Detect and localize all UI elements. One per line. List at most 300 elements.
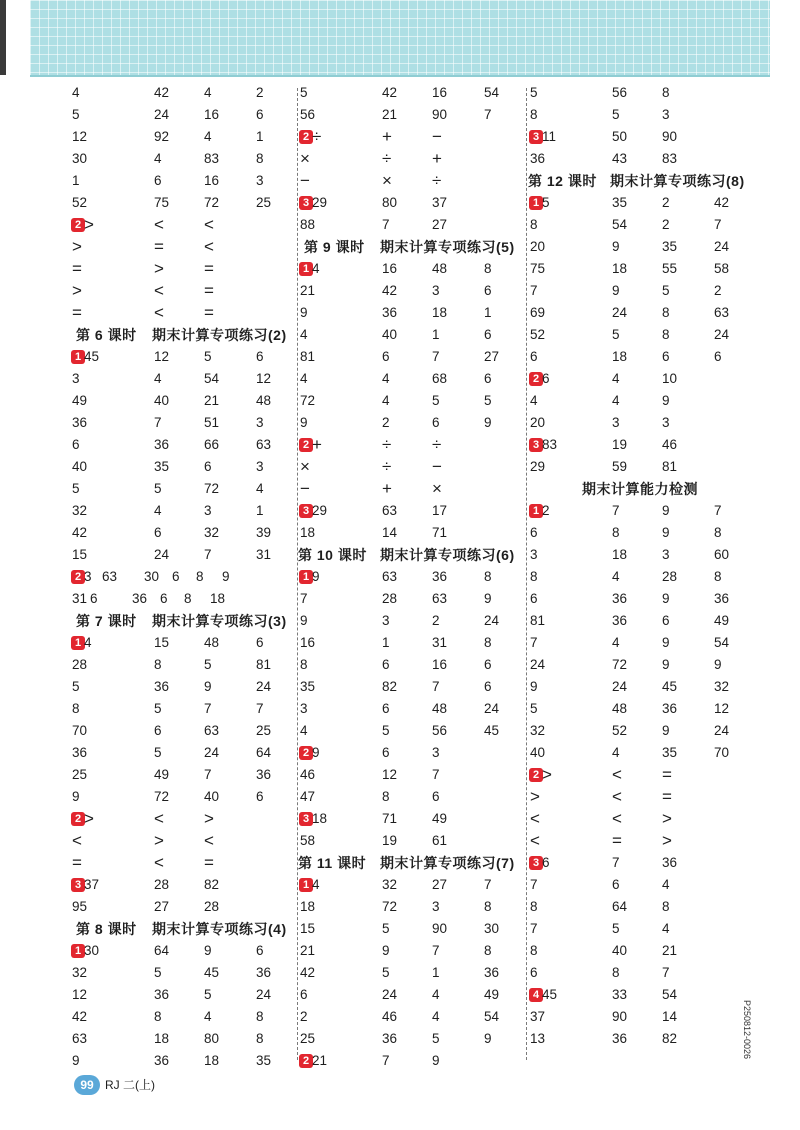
answer-value: 6 xyxy=(382,349,390,364)
answer-value: 64 xyxy=(256,745,272,760)
answer-row xyxy=(300,918,535,940)
answer-value: 42 xyxy=(300,965,316,980)
answer-row xyxy=(300,764,535,786)
answer-value: 6 xyxy=(154,723,162,738)
answer-value: 5 xyxy=(300,85,308,100)
answer-row xyxy=(300,984,535,1006)
answer-value: 3 xyxy=(432,899,440,914)
answer-value: 7 xyxy=(432,943,440,958)
answer-value: 46 xyxy=(662,437,678,452)
answer-value: 63 xyxy=(382,503,398,518)
answer-value: 8 xyxy=(196,569,204,584)
answer-value: 16 xyxy=(204,107,220,122)
answer-row xyxy=(530,786,765,808)
answer-value: 16 xyxy=(300,635,316,650)
question-number-badge: 3 xyxy=(529,856,543,870)
answer-value: 24 xyxy=(382,987,398,1002)
answer-value: > xyxy=(84,215,94,234)
answer-value: 18 xyxy=(612,349,628,364)
answer-value: 6 xyxy=(382,657,390,672)
answer-value: 9 xyxy=(662,635,670,650)
answer-value: 49 xyxy=(154,767,170,782)
answer-value: 7 xyxy=(714,503,722,518)
question-number-badge: 2 xyxy=(299,746,313,760)
answer-row xyxy=(72,940,307,962)
answer-value: 8 xyxy=(484,635,492,650)
answer-value: 1 xyxy=(484,305,492,320)
answer-value: < xyxy=(612,765,622,784)
answer-value: 90 xyxy=(662,129,678,144)
answer-value: 19 xyxy=(382,833,398,848)
answer-value: 36 xyxy=(612,591,628,606)
answer-value: 4 xyxy=(662,877,670,892)
answer-value: 9 xyxy=(300,613,308,628)
answer-value: 9 xyxy=(662,503,670,518)
answer-row xyxy=(530,346,765,368)
answer-value: 7 xyxy=(382,217,390,232)
lesson-title: 期末计算专项练习(5) xyxy=(380,239,515,255)
answer-value: = xyxy=(72,259,82,278)
answer-value: 6 xyxy=(256,635,264,650)
answer-value: 4 xyxy=(204,1009,212,1024)
answer-row xyxy=(530,192,765,214)
answer-row xyxy=(530,588,765,610)
answer-value: 9 xyxy=(204,679,212,694)
answer-value: 4 xyxy=(612,745,620,760)
lesson-heading xyxy=(300,544,535,566)
answer-value: 43 xyxy=(612,151,628,166)
question-number-badge: 3 xyxy=(71,878,85,892)
answer-value: 8 xyxy=(154,657,162,672)
answer-value: 2 xyxy=(662,195,670,210)
answer-value: 54 xyxy=(484,85,500,100)
answer-value: 35 xyxy=(612,195,628,210)
answer-row xyxy=(300,786,535,808)
answer-value: 12 xyxy=(714,701,730,716)
answer-value: 3 xyxy=(84,569,92,584)
answer-value: 16 xyxy=(204,173,220,188)
answer-value: − xyxy=(432,127,442,146)
answer-row xyxy=(300,742,535,764)
answer-value: 48 xyxy=(256,393,272,408)
answer-row xyxy=(300,940,535,962)
answer-value: 7 xyxy=(530,635,538,650)
answer-value: 7 xyxy=(432,349,440,364)
question-number-badge: 2 xyxy=(529,768,543,782)
answer-value: < xyxy=(204,215,214,234)
answer-value: 8 xyxy=(484,569,492,584)
answer-value: < xyxy=(154,303,164,322)
answer-value: 7 xyxy=(154,415,162,430)
answer-value: 9 xyxy=(612,239,620,254)
answer-value: 15 xyxy=(154,635,170,650)
answer-row xyxy=(530,368,765,390)
answer-row xyxy=(300,258,535,280)
answer-value: 8 xyxy=(662,305,670,320)
answer-row xyxy=(300,896,535,918)
answer-row xyxy=(530,676,765,698)
answer-value: 72 xyxy=(612,657,628,672)
answer-value: 3 xyxy=(432,283,440,298)
answer-value: 40 xyxy=(612,943,628,958)
answer-value: 9 xyxy=(662,591,670,606)
answer-value: 52 xyxy=(72,195,88,210)
answer-value: 7 xyxy=(432,679,440,694)
answer-value: 5 xyxy=(612,921,620,936)
answer-value: 36 xyxy=(714,591,730,606)
answer-row xyxy=(300,874,535,896)
answer-value: 9 xyxy=(662,657,670,672)
answer-value: 7 xyxy=(382,1053,390,1068)
answer-value: 27 xyxy=(432,877,448,892)
answer-value: 7 xyxy=(612,503,620,518)
answer-row xyxy=(530,1006,765,1028)
answer-value: 90 xyxy=(612,1009,628,1024)
answer-value: 90 xyxy=(432,921,448,936)
lesson-label: 第 7 课时 xyxy=(76,613,137,629)
answer-value: 47 xyxy=(300,789,316,804)
lesson-title: 期末计算专项练习(2) xyxy=(152,327,287,343)
lesson-heading xyxy=(72,918,307,940)
answer-row xyxy=(530,720,765,742)
answer-value: < xyxy=(530,809,540,828)
answer-row xyxy=(300,412,535,434)
answer-value: 24 xyxy=(484,613,500,628)
answer-value: 5 xyxy=(382,965,390,980)
question-number-badge: 2 xyxy=(299,1054,313,1068)
question-number-badge: 1 xyxy=(71,350,85,364)
answer-value: 5 xyxy=(154,481,162,496)
answer-value: 6 xyxy=(484,657,492,672)
answer-value: 30 xyxy=(84,943,100,958)
answer-value: 24 xyxy=(204,745,220,760)
answer-row xyxy=(72,962,307,984)
answer-value: ÷ xyxy=(382,435,392,454)
answer-value: 9 xyxy=(382,943,390,958)
answer-row xyxy=(72,742,307,764)
answer-value: 83 xyxy=(662,151,678,166)
answer-row xyxy=(530,500,765,522)
answer-column-3 xyxy=(530,82,765,1050)
answer-row xyxy=(72,852,307,874)
answer-value: 4 xyxy=(300,371,308,386)
question-number-badge: 4 xyxy=(529,988,543,1002)
answer-row xyxy=(530,852,765,874)
answer-value: 48 xyxy=(612,701,628,716)
answer-value: 63 xyxy=(102,569,118,584)
answer-value: 27 xyxy=(432,217,448,232)
page-number: 99 xyxy=(74,1075,100,1095)
answer-row xyxy=(530,940,765,962)
answer-row xyxy=(300,434,535,456)
answer-value: > xyxy=(154,259,164,278)
answer-value: 81 xyxy=(662,459,678,474)
answer-value: 82 xyxy=(662,1031,678,1046)
answer-value: 37 xyxy=(84,877,100,892)
answer-value: 14 xyxy=(662,1009,678,1024)
answer-row xyxy=(530,654,765,676)
answer-value: + xyxy=(382,479,392,498)
answer-row xyxy=(72,544,307,566)
answer-row xyxy=(72,632,307,654)
answer-row xyxy=(530,918,765,940)
answer-value: 15 xyxy=(300,921,316,936)
answer-value: 24 xyxy=(256,987,272,1002)
answer-value: 55 xyxy=(662,261,678,276)
answer-value: 66 xyxy=(204,437,220,452)
answer-value: 20 xyxy=(530,239,546,254)
answer-value: 4 xyxy=(204,129,212,144)
question-number-badge: 1 xyxy=(71,944,85,958)
answer-value: 5 xyxy=(204,657,212,672)
answer-value: 1 xyxy=(256,129,264,144)
answer-value: 6 xyxy=(542,855,550,870)
answer-value: 3 xyxy=(662,547,670,562)
answer-row xyxy=(300,390,535,412)
answer-row xyxy=(72,676,307,698)
answer-value: 29 xyxy=(312,195,328,210)
answer-value: < xyxy=(612,787,622,806)
question-number-badge: 3 xyxy=(299,504,313,518)
answer-value: 35 xyxy=(256,1053,272,1068)
answer-value: 21 xyxy=(300,943,316,958)
answer-value: 2 xyxy=(714,283,722,298)
answer-row xyxy=(72,522,307,544)
answer-value: 9 xyxy=(662,525,670,540)
answer-value: < xyxy=(154,215,164,234)
answer-value: 51 xyxy=(204,415,220,430)
answer-value: 6 xyxy=(382,745,390,760)
answer-value: 63 xyxy=(714,305,730,320)
answer-row xyxy=(300,148,535,170)
answer-value: 13 xyxy=(530,1031,546,1046)
answer-value: = xyxy=(612,831,622,850)
answer-value: 37 xyxy=(432,195,448,210)
answer-row xyxy=(530,412,765,434)
answer-value: 9 xyxy=(312,745,320,760)
answer-value: 81 xyxy=(530,613,546,628)
answer-value: 60 xyxy=(714,547,730,562)
answer-value: 8 xyxy=(300,657,308,672)
answer-value: 54 xyxy=(662,987,678,1002)
answer-value: < xyxy=(204,237,214,256)
answer-value: 18 xyxy=(312,811,328,826)
answer-value: 7 xyxy=(432,767,440,782)
answer-value: 4 xyxy=(312,261,320,276)
answer-value: 36 xyxy=(662,701,678,716)
answer-value: 5 xyxy=(382,921,390,936)
answer-value: 70 xyxy=(72,723,88,738)
answer-value: 7 xyxy=(612,855,620,870)
answer-value: 5 xyxy=(154,745,162,760)
answer-value: 36 xyxy=(662,855,678,870)
answer-value: 28 xyxy=(72,657,88,672)
answer-value: 58 xyxy=(300,833,316,848)
question-number-badge: 2 xyxy=(529,372,543,386)
answer-value: 36 xyxy=(382,1031,398,1046)
answer-row xyxy=(300,830,535,852)
answer-value: 50 xyxy=(612,129,628,144)
answer-value: 18 xyxy=(300,525,316,540)
answer-value: = xyxy=(204,303,214,322)
answer-value: 71 xyxy=(382,811,398,826)
answer-row xyxy=(300,1006,535,1028)
answer-value: 6 xyxy=(662,349,670,364)
answer-value: 30 xyxy=(484,921,500,936)
answer-value: 3 xyxy=(300,701,308,716)
answer-value: 6 xyxy=(484,679,492,694)
answer-row xyxy=(72,434,307,456)
answer-value: 5 xyxy=(612,107,620,122)
lesson-heading xyxy=(300,236,535,258)
answer-value: 24 xyxy=(612,305,628,320)
answer-value: 5 xyxy=(154,965,162,980)
answer-value: 5 xyxy=(432,1031,440,1046)
answer-value: ÷ xyxy=(382,149,392,168)
answer-value: 32 xyxy=(530,723,546,738)
answer-value: 59 xyxy=(612,459,628,474)
answer-value: 5 xyxy=(530,701,538,716)
answer-value: 9 xyxy=(484,591,492,606)
answer-value: 5 xyxy=(72,107,80,122)
answer-value: 83 xyxy=(204,151,220,166)
page-footer xyxy=(74,1075,155,1095)
answer-value: 64 xyxy=(612,899,628,914)
answer-value: 8 xyxy=(484,899,492,914)
answer-value: 28 xyxy=(204,899,220,914)
answer-value: 95 xyxy=(72,899,88,914)
question-number-badge: 1 xyxy=(529,196,543,210)
answer-value: 40 xyxy=(72,459,88,474)
answer-value: > xyxy=(542,765,552,784)
answer-value: 16 xyxy=(432,85,448,100)
answer-value: 7 xyxy=(484,877,492,892)
answer-value: 20 xyxy=(530,415,546,430)
answer-value: 8 xyxy=(484,943,492,958)
answer-row xyxy=(300,588,535,610)
answer-value: 24 xyxy=(612,679,628,694)
answer-row xyxy=(72,786,307,808)
question-number-badge: 1 xyxy=(299,878,313,892)
answer-value: 4 xyxy=(154,503,162,518)
lesson-label: 第 9 课时 xyxy=(304,239,365,255)
answer-row xyxy=(300,170,535,192)
lesson-title: 期末计算专项练习(7) xyxy=(380,855,515,871)
answer-row xyxy=(530,280,765,302)
column-divider xyxy=(297,88,298,1060)
answer-value: 9 xyxy=(662,723,670,738)
answer-row xyxy=(530,214,765,236)
answer-value: 25 xyxy=(256,195,272,210)
answer-value: − xyxy=(300,479,310,498)
question-number-badge: 2 xyxy=(71,570,85,584)
answer-value: 72 xyxy=(382,899,398,914)
answer-value: 3 xyxy=(256,415,264,430)
answer-row xyxy=(72,104,307,126)
answer-value: 42 xyxy=(382,85,398,100)
answer-value: 33 xyxy=(612,987,628,1002)
answer-row xyxy=(300,654,535,676)
answer-value: 32 xyxy=(72,965,88,980)
answer-value: 28 xyxy=(382,591,398,606)
answer-value: + xyxy=(432,149,442,168)
answer-row xyxy=(530,896,765,918)
answer-value: 9 xyxy=(484,1031,492,1046)
column-divider xyxy=(526,88,527,1060)
answer-value: 4 xyxy=(84,635,92,650)
answer-value: 6 xyxy=(612,877,620,892)
answer-row xyxy=(530,434,765,456)
answer-value: 6 xyxy=(72,437,80,452)
answer-value: 45 xyxy=(662,679,678,694)
answer-value: ÷ xyxy=(382,457,392,476)
answer-value: × xyxy=(300,457,310,476)
answer-value: 56 xyxy=(612,85,628,100)
answer-row xyxy=(72,896,307,918)
answer-value: 36 xyxy=(132,591,148,606)
answer-value: 72 xyxy=(300,393,316,408)
left-edge-strip xyxy=(0,0,6,75)
lesson-heading xyxy=(72,324,307,346)
answer-value: 24 xyxy=(484,701,500,716)
answer-row xyxy=(530,742,765,764)
answer-value: 6 xyxy=(204,459,212,474)
answer-value: 39 xyxy=(256,525,272,540)
answer-value: 28 xyxy=(154,877,170,892)
answer-value: 7 xyxy=(300,591,308,606)
answer-value: 3 xyxy=(256,459,264,474)
answer-value: 4 xyxy=(662,921,670,936)
answer-value: 8 xyxy=(714,525,722,540)
answer-row xyxy=(300,456,535,478)
answer-value: 25 xyxy=(256,723,272,738)
answer-row xyxy=(72,500,307,522)
answer-value: 11 xyxy=(542,129,557,144)
answer-value: 27 xyxy=(154,899,170,914)
answer-value: ÷ xyxy=(312,127,322,146)
answer-row xyxy=(530,522,765,544)
answer-value: 8 xyxy=(530,217,538,232)
answer-value: < xyxy=(530,831,540,850)
answer-value: 35 xyxy=(300,679,316,694)
answer-row xyxy=(72,214,307,236)
answer-value: 40 xyxy=(382,327,398,342)
answer-value: 2 xyxy=(256,85,264,100)
answer-value: 25 xyxy=(72,767,88,782)
answer-value: 28 xyxy=(662,569,678,584)
answer-row xyxy=(72,478,307,500)
answer-value: 42 xyxy=(72,525,88,540)
answer-value: 45 xyxy=(204,965,220,980)
answer-value: 5 xyxy=(612,327,620,342)
answer-row xyxy=(530,962,765,984)
lesson-heading xyxy=(530,170,765,192)
answer-value: 32 xyxy=(204,525,220,540)
answer-value: 9 xyxy=(432,1053,440,1068)
answer-value: 32 xyxy=(382,877,398,892)
question-number-badge: 1 xyxy=(71,636,85,650)
answer-value: 36 xyxy=(256,767,272,782)
answer-value: 45 xyxy=(542,987,558,1002)
answer-value: 9 xyxy=(714,657,722,672)
answer-value: 92 xyxy=(154,129,170,144)
answer-value: 63 xyxy=(256,437,272,452)
answer-value: 1 xyxy=(432,327,440,342)
answer-row xyxy=(300,808,535,830)
answer-value: 36 xyxy=(154,437,170,452)
answer-value: < xyxy=(154,853,164,872)
answer-value: 4 xyxy=(154,371,162,386)
